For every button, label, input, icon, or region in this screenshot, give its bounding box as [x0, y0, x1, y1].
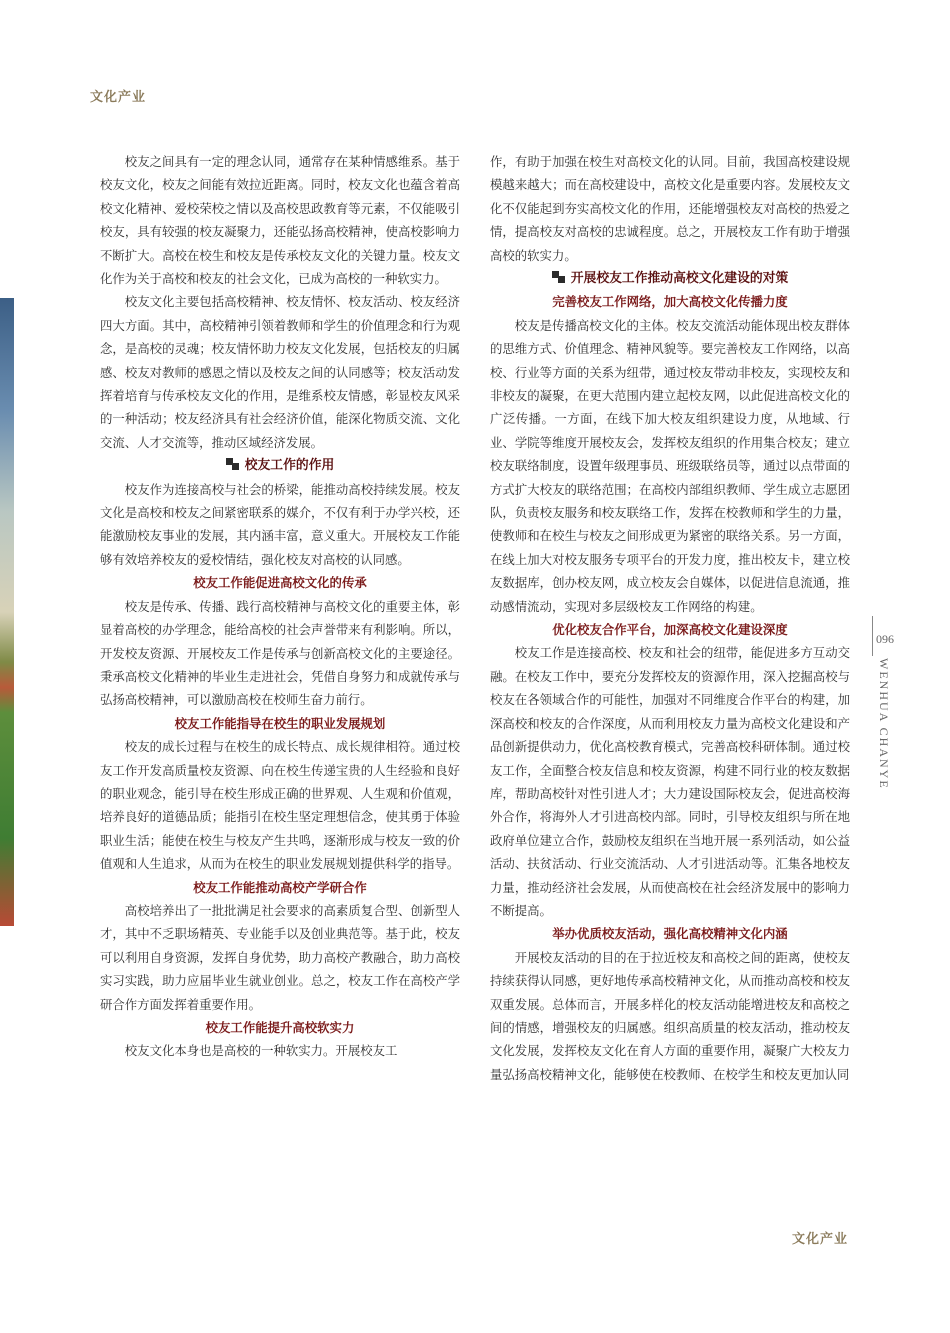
right-column	[490, 150, 850, 1086]
paragraph: 校友是传播高校文化的主体。校友交流活动能体现出校友群体的思维方式、价值理念、精神风貌等。要完善校友工作网络，以高校、行业等方面的关系为纽带，通过校友带动非校友，实现校友和非校友的凝聚，在更大范围内建立起校友网，以此促进高校文化的广泛传播。一方面，在线下加大校友组织建设力度，从地域、行业、学院等维度开展校友会，发挥校友组织的作用集合校友；建立校友联络制度，设置年级理事员、班级联络员等，通过以点带面的方式扩大校友的联络范围；在高校内部组织教师、学生成立志愿团队，负责校友服务和校友联络工作，发挥在校教师和学生的力量，使教师和在校生与校友之间形成更为紧密的联络关系。另一方面，在线上加大对校友服务专项平台的开发力度，推出校友卡，建立校友数据库，创办校友网，成立校友会自媒体，以促进信息流通，推动感情流动，实现对多层级校友工作网络的构建。	[490, 317, 850, 614]
paragraph: 校友的成长过程与在校生的成长特点、成长规律相符。通过校友工作开发高质量校友资源、向在校生传递宝贵的人生经验和良好的职业观念，能引导在校生形成正确的世界观、人生观和价值观，培养良好的道德品质；能指引在校生坚定理想信念，使其勇于体验职业生活；能使在校生与校友产生共鸣，逐渐形成与校友一致的价值观和人生追求，从而为在校生的职业发展规划提供科学的指导。	[100, 739, 460, 872]
paragraph: 开展校友活动的目的在于拉近校友和高校之间的距离，使校友持续获得认同感，更好地传承高校精神文化，从而推动高校和校友双重发展。总体而言，开展多样化的校友活动能增进校友和高校之间的情感，增强校友的归属感。组织高质量的校友活动，推动校友文化发展，发挥校友文化在育人方面的重要作用，凝聚广大校友力量弘扬高校精神文化，能够使在校教师、在校学生和校友更加认同	[490, 949, 850, 1082]
paragraph: 校友之间具有一定的理念认同，通常存在某种情感维系。基于校友文化，校友之间能有效拉近距离。同时，校友文化也蕴含着高校文化精神、爱校荣校之情以及高校思政教育等元素，不仅能吸引校友，具有较强的校友凝聚力，还能弘扬高校精神，使高校影响力不断扩大。高校在校生和校友是传承校友文化的关键力量。校友文化作为关于高校和校友的社会文化，已成为高校的一种软实力。	[100, 154, 460, 287]
running-footer: 文化产业	[791, 1231, 848, 1246]
subheading: 校友工作能指导在校生的职业发展规划	[174, 715, 386, 731]
subheading: 校友工作能促进高校文化的传承	[193, 575, 367, 591]
left-column	[100, 150, 460, 1063]
page-number: 096	[876, 632, 894, 646]
paragraph: 作，有助于加强在校生对高校文化的认同。目前，我国高校建设规模越来越大；而在高校建设中，高校文化是重要内容。发展校友文化不仅能起到夯实高校文化的作用，还能增强校友对高校的热爱之情，提高校友对高校的忠诚程度。总之，开展校友工作有助于增强高校的软实力。	[490, 154, 850, 263]
subheading: 优化校友合作平台，加深高校文化建设深度	[552, 622, 788, 638]
running-title-vertical: WENHUA CHANYE	[877, 658, 891, 790]
section-heading	[490, 267, 850, 290]
paragraph: 校友文化主要包括高校精神、校友情怀、校友活动、校友经济四大方面。其中，高校精神引领着教师和学生的价值理念和行为观念，是高校的灵魂；校友情怀助力校友文化发展，包括校友的归属感、校友对教师的感恩之情以及校友之间的认同感等；校友活动发挥着培育与传承校友文化的作用，是维系校友情感，彰显校友风采的一种活动；校友经济具有社会经济价值，能深化物质交流、文化交流、人才交流等，推动区域经济发展。	[100, 294, 460, 450]
paragraph: 校友作为连接高校与社会的桥梁，能推动高校持续发展。校友文化是高校和校友之间紧密联系的媒介，不仅有利于办学兴校，还能激励校友事业的发展，其内涵丰富，意义重大。开展校友工作能够有效培养校友的爱校情结，强化校友对高校的认同感。	[100, 481, 460, 567]
subheading: 完善校友工作网络，加大高校文化传播力度	[552, 294, 788, 310]
running-header: 文化产业	[90, 89, 147, 104]
section-heading	[100, 454, 460, 477]
sidebar-rule	[872, 616, 873, 656]
section-heading-text: 校友工作的作用	[244, 458, 335, 474]
subheading: 校友工作能推动高校产学研合作	[193, 879, 367, 895]
section-marker-icon	[552, 271, 565, 283]
paragraph: 高校培养出了一批批满足社会要求的高素质复合型、创新型人才，其中不乏职场精英、专业能手以及创业典范等。基于此，校友可以利用自身资源，发挥自身优势，助力高校产教融合，助力高校实习实践，助力应届毕业生就业创业。总之，校友工作在高校产学研合作方面发挥着重要作用。	[100, 902, 460, 1012]
section-marker-icon	[226, 458, 239, 470]
side-photo-strip	[0, 298, 14, 926]
paragraph: 校友文化本身也是高校的一种软实力。开展校友工	[124, 1043, 398, 1059]
subheading: 校友工作能提升高校软实力	[205, 1019, 355, 1035]
paragraph: 校友工作是连接高校、校友和社会的纽带，能促进多方互动交融。在校友工作中，要充分发挥校友的资源作用，深入挖掘高校与校友在各领域合作的可能性，加强对不同维度合作平台的构建，加深高校和校友的合作深度，从而利用校友力量为高校文化建设和产品创新提供动力，优化高校教育模式，完善高校科研体制。通过校友工作，全面整合校友信息和校友资源，构建不同行业的校友数据库，帮助高校针对性引进人才；大力建设国际校友会，促进高校海外合作，将海外人才引进高校内部。同时，引导校友组织与所在地政府单位建立合作，鼓励校友组织在当地开展一系列活动，如公益活动、扶贫活动、行业交流活动、人才引进活动等。汇集各地校友力量，推动经济社会发展，从而使高校在社会经济发展中的影响力不断提高。	[490, 645, 850, 918]
paragraph: 校友是传承、传播、践行高校精神与高校文化的重要主体，彰显着高校的办学理念，能给高校的社会声誉带来有利影响。所以，开发校友资源、开展校友工作是传承与创新高校文化的主要途径。秉承高校文化精神的毕业生走进社会，凭借自身努力和成就传承与弘扬高校精神，可以激励高校在校师生奋力前行。	[100, 598, 460, 708]
section-heading-text: 开展校友工作推动高校文化建设的对策	[570, 271, 789, 287]
subheading: 举办优质校友活动，强化高校精神文化内涵	[552, 926, 788, 942]
